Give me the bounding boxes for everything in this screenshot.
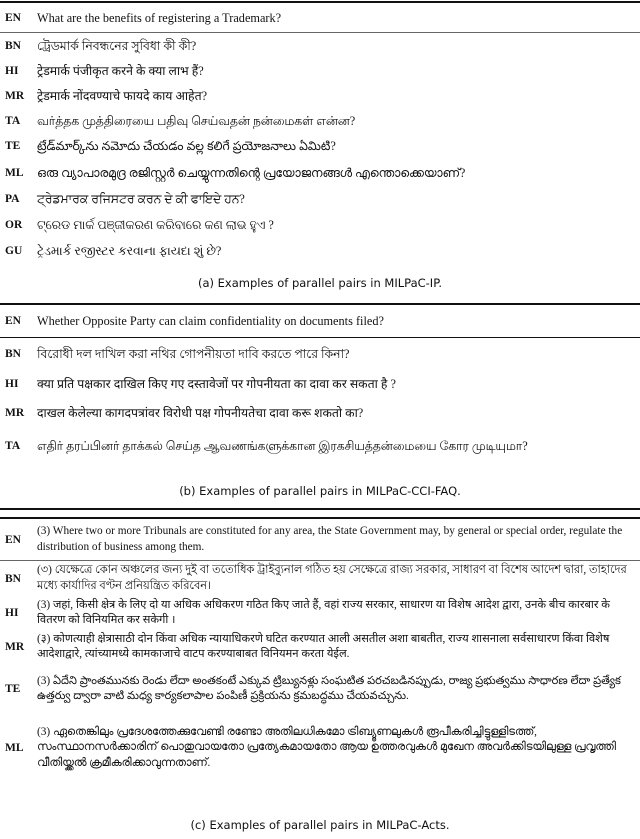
lang-label: BN: [5, 347, 21, 360]
caption-b: (b) Examples of parallel pairs in MILPaC-CCI-FAQ.: [179, 484, 461, 498]
lang-label: TE: [5, 683, 21, 695]
bottom-rule-b: [0, 508, 640, 510]
row-text: (3) जहां, किसी क्षेत्र के लिए दो या अधिक अधिकरण गठित किए जाते हैं, वहां राज्य सरकार, साधारण या विशेष आदेश द्वारा, उनके बीच कारबार के वितरण को विनियमित कर सकेगी ।: [37, 598, 610, 626]
table-row: [0, 58, 640, 83]
row-text: ट्रेडमार्क नोंदवण्याचे फायदे काय आहेत?: [37, 88, 208, 103]
lang-label: MR: [5, 406, 25, 419]
lang-label: GU: [5, 245, 23, 257]
row-text: (3) ఏదేని ప్రాంతమునకు రెండు లేదా అంతకంటే ఎక్కువ ట్రిబ్యునళ్లు సంఘటిత పరచబడినప్పుడు, రాజ్య ప్రభుత్వము సాధారణ లేదా ప్రత్యేక ఉత్తర్వు ద్వారా వాటి మధ్య కార్యకలాపాల పంపిణీ ప్రక్రియను క్రమబద్ధము చేయవచ్చును.: [37, 674, 621, 702]
lang-label: PA: [5, 193, 20, 205]
row-text: ট্রেডমার্ক নিবন্ধনের সুবিধা কী কী?: [37, 39, 197, 53]
lang-label: BN: [5, 572, 21, 585]
table-row: [0, 186, 640, 212]
row-text: Whether Opposite Party can claim confidentiality on documents filed?: [37, 314, 384, 328]
lang-label: MR: [5, 641, 25, 653]
table-row: [0, 305, 640, 337]
lang-label: EN: [5, 533, 21, 546]
table-row: [0, 238, 640, 264]
table-row: [0, 714, 640, 782]
row-text: ഒരു വ്യാപാരമുദ്ര രജിസ്റ്റർ ചെയ്യുന്നതിന്റെ പ്രയോജനങ്ങൾ എന്തൊക്കെയാണ്?: [37, 165, 466, 180]
lang-label: OR: [5, 219, 23, 231]
lang-label: MR: [5, 89, 25, 102]
table-row: [0, 519, 640, 560]
table-row: [0, 34, 640, 58]
table-row: [0, 108, 640, 133]
row-text: (3) ഏതെങ്കിലും പ്രദേശത്തേക്കുവേണ്ടി രണ്ടോ അതിലധികമോ ട്രിബ്യൂണലുകൾ രൂപീകരിച്ചിട്ടുള്ളിടത്ത്, സംസ്ഥാനസർക്കാരിന് പൊതുവായതോ പ്രത്യേകമായതോ ആയ ഉത്തരവുകൾ മുഖേന അവർക്കിടയിലുള്ള പ്രവൃത്തി വീതിയ്ക്കൽ ക്രമീകരിക്കാവുന്നതാണ്.: [37, 725, 616, 769]
row-text: ટ્રેડમાર્ક રજીસ્ટર કરવાના ફાયદા શું છે?: [37, 244, 222, 258]
row-text: வர்த்தக முத்திரையை பதிவு செய்வதன் நன்மைகள் என்ன?: [37, 113, 356, 128]
table-row: [0, 630, 640, 664]
row-text: ଟ୍ରେଡ ମାର୍କ ପଞ୍ଜୀକରଣ କରିବାରେ କଣ ଲାଭ ହୁଏ ?: [37, 218, 274, 232]
table-row: [0, 3, 640, 32]
row-text: எதிர் தரப்பினர் தாக்கல் செய்த ஆவணங்களுக்கான இரகசியத்தன்மையை கோர முடியுமா?: [37, 439, 528, 453]
table-milpac-acts: [0, 517, 640, 782]
table-milpac-cci-faq: [0, 303, 640, 465]
table-row: [0, 369, 640, 398]
row-text: (3) Where two or more Tribunals are constituted for any area, the State Government may, by general or special order, regulate the distribution of business among them.: [37, 525, 623, 553]
row-text: বিরোধী দল দাখিল করা নথির গোপনীয়তা দাবি করতে পারে কিনা?: [37, 346, 350, 361]
table-row: [0, 83, 640, 108]
lang-label: ML: [5, 166, 24, 179]
header-rule: [0, 32, 640, 33]
row-text: ట్రేడ్‌మార్క్‌ను నమోదు చేయడం వల్ల కలిగే ప్రయోజనాలు ఏమిటి?: [37, 139, 336, 153]
lang-label: EN: [5, 11, 21, 24]
lang-label: HI: [5, 377, 19, 390]
table-milpac-ip: [0, 1, 640, 264]
table-row: [0, 427, 640, 465]
table-row: [0, 398, 640, 427]
row-text: ਟ੍ਰੇਡਮਾਰਕ ਰਜਿਸਟਰ ਕਰਨ ਦੇ ਕੀ ਫਾਇਦੇ ਹਨ?: [37, 192, 245, 206]
lang-label: BN: [5, 40, 21, 52]
lang-label: EN: [5, 315, 21, 327]
table-row: [0, 133, 640, 159]
lang-label: ML: [5, 742, 24, 754]
lang-label: HI: [5, 607, 19, 619]
row-text: (৩) যেক্ষেত্রে কোন অঞ্চলের জন্য দুই বা ততোধিক ট্রাইব্যুনাল গঠিত হয় সেক্ষেত্রে রাজ্য সরকার, সাধারণ বা বিশেষ আদেশ দ্বারা, তাহাদের মধ্যে কার্যাদির বণ্টন প্রনিয়ন্ত্রিত করিবেন।: [37, 564, 627, 592]
caption-c: (c) Examples of parallel pairs in MILPaC-Acts.: [190, 818, 450, 832]
lang-label: TE: [5, 140, 21, 152]
table-row: [0, 596, 640, 630]
lang-label: TA: [5, 440, 21, 452]
row-text: (३) कोणत्याही क्षेत्रासाठी दोन किंवा अधिक न्यायाधिकरणे घटित करण्यात आली असतील अशा बाबतीत, राज्य शासनाला सर्वसाधारण किंवा विशेष आदेशाद्वारे, त्यांच्यामध्ये कामकाजाचे वाटप करण्याबाबत विनियमन करता येईल.: [37, 632, 610, 660]
lang-label: HI: [5, 64, 19, 77]
row-text: ट्रेडमार्क पंजीकृत करने के क्या लाभ हैं?: [37, 63, 204, 78]
table-row: [0, 212, 640, 238]
row-text: क्या प्रति पक्षकार दाखिल किए गए दस्तावेजों पर गोपनीयता का दावा कर सकता है ?: [37, 376, 396, 391]
table-row: [0, 338, 640, 369]
table-row: [0, 159, 640, 186]
table-row: [0, 561, 640, 596]
caption-a: (a) Examples of parallel pairs in MILPaC-IP.: [197, 276, 442, 290]
row-text: What are the benefits of registering a Trademark?: [37, 10, 282, 25]
row-text: दाखल केलेल्या कागदपत्रांवर विरोधी पक्ष गोपनीयतेचा दावा करू शकतो का?: [37, 405, 364, 420]
table-row: [0, 664, 640, 714]
lang-label: TA: [5, 114, 21, 127]
